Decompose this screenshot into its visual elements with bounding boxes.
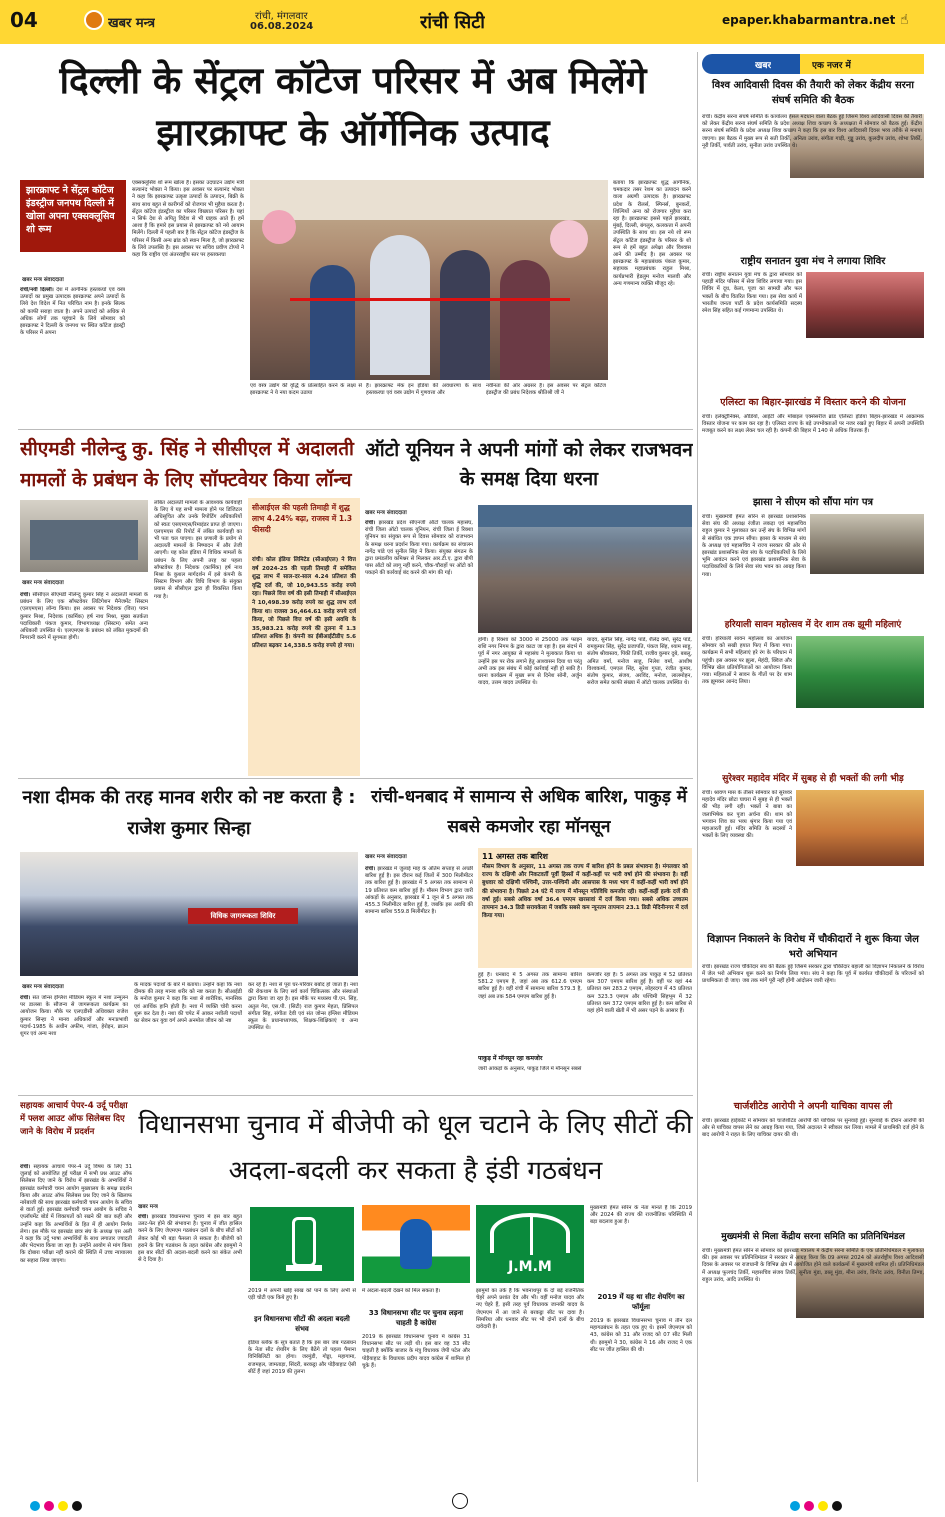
r5-text: रांची। हरियाली सावन महोत्सव का आयोजन सोमवार को सखी हयात फिए में किया गया। कार्यक्रम में सभी महिलाएं हरे रंग के परिधान में पहुंची। इस अवसर पर झूला, मेहंदी, क्विज और विभिन्न खेल प्रतियोगिताओं का आयोजन किया गया। महिलाओं ने सावन के गीतों पर देर शाम तक झूमकर आनंद लिया। — [702, 636, 792, 686]
ccl-photo — [20, 500, 148, 572]
india-col3b: 2019 के झारखंड विधानसभा चुनाव में कांग्रेस 31 विधानसभा सीट पर लड़ी थी। इस बार वह 33 सीट चाहती है क्योंकि बाजार के मंत्रु विधायक जेपी पटेल और पोड़ैयाहाट के विधायक प्रदीप यादव कांग्रेस में शामिल हो चुके हैं। — [362, 1334, 470, 1369]
india-sub2: 33 विधानसभा सीट पर चुनाव लड़ना चाहती है कांग्रेस — [368, 1309, 464, 1327]
edition-place: रांची, मंगलवार — [255, 11, 308, 22]
color-dot — [72, 1501, 82, 1511]
lead-col5: नवीनता की ओर अग्रसर है। इस अवसर पर सेंट्रल कॉटेज इंडस्ट्रीज की प्रबंध निदेशक श्रीतिश्री जी ने — [486, 383, 606, 397]
r6-photo — [796, 790, 924, 866]
india-col2b: इंडिया ब्लॉक के सूत्र बताते हैं कि इस बार जब गठबंधन के नेता सीट शेयरिंग के लिए बैठेंगे तो पहला पैमाना विनिबिलिटी का होगा। जरमुंडी, गोड्डा, महागामा, राजमहल, जामताड़ा, सिंदरी, बरकट्ठा और पोड़ैयाहाट ऐसी सीटें हैं जहां 2019 की तुलना — [248, 1340, 356, 1375]
sahayak-headline: सहायक आचार्य पेपर-4 उर्दू परीक्षा में फ्लश आउट ऑफ सिलेबस दिए जाने के विरोध में प्रदर्शन — [20, 1101, 128, 1137]
r3-text: रांची। इलेक्ट्रॉनिक्स, ऑडियो, आईटी और मोबाइल एक्सेसरीज ब्रांड एलिस्टा इंडिया बिहार-झारखंड में आक्रामक विस्तार योजना पर काम कर रहा है। एलिस्टा राज्य के बड़े उपभोक्ताओं पर नजर रखते हुए बिहार में अपनी उपस्थिति मजबूत करने का लक्ष्य लेकर चल रही है। कंपनी की बिहार में 140 से अधिक वितरक हैं। — [702, 414, 924, 435]
rain-col2: हुई है। धनबाद में 5 अगस्त तक सामान्य बारिश 581.2 एमएम है, जहां अब तक 612.6 एमएम बारिश हुई है। वहीं रांची में सामान्य बारिश 579.3 है, जहां अब तक 584 एमएम बारिश हुई है। — [478, 972, 582, 1000]
r1-headline: विश्व आदिवासी दिवस की तैयारी को लेकर केंद्रीय सरना संघर्ष समिति की बैठक — [712, 80, 914, 106]
divider — [18, 1095, 693, 1096]
rain-headline: रांची-धनबाद में सामान्य से अधिक बारिश, पाकुड़ में सबसे कमजोर रहा मॉनसून — [371, 787, 687, 837]
india-col1: रांची। झारखंड विधानसभा चुनाव में इस बार बहुत उलट-फेर होने की संभावना है। चुनाव में जीत हासिल करने के लिए जेएमएम गठबंधन दलों के बीच सीटों को लेकर कोई भी बड़ा फैसला ले सकता है। बीजेपी को हराने के लिए गठबंधन के तहत कांग्रेस और झामुमो ने इस बार सीटों की अदला-बदली करने का संकेत अभी से दे दिया है। — [138, 1214, 242, 1264]
rain-col3: कमजोर रहा है। 5 अगस्त तक पाकुड़ में 52 प्रतिशत कम 307 एमएम बारिश हुई है। वहीं पर यहां 44 प्रतिशत कम 283.2 एमएम, लोहरदगा में 43 प्रतिशत कम 323.3 एमएम और पश्चिमी सिंहभूम में 32 प्रतिशत कम 372 एमएम बारिश हुई है। कम बारिश से यहां होने वाली खेती में भी असर पड़ने के आसार हैं। — [587, 972, 692, 1015]
ccl-col2: लंबित अदालती मामलों के आवश्यक कार्यवाही के लिए ये यह सभी मामला होने पर डिजिटल अधिसूचित और उनके रिपोर्टिंग अधिकारियों को स्वतः एसएमएस/रिमाइंडर प्राप्त हो जाएगा। एलएमएस की रिपोर्ट में लंबित कार्यवाही का भी पता चल पाएगा। इस प्रणाली के प्रयोग से अदालती मामलों के निष्पादन में और तेजी आएगी। यह कोल इंडिया में विधिक मामलों के प्रबंधन के लिए अपनी तरह का पहला सॉफ्टवेयर है। निदेशक (कार्मिक) हर्ष नाथ मिश्रा के कुशल मार्गदर्शन में इसे कंपनी के सिस्टम विभाग और विधि विभाग के संयुक्त प्रयास से सीसीएल द्वारा ही विकसित किया गया है। — [154, 500, 242, 600]
rain-sub: पाकुड़ में मॉनसून रहा कमजोर — [478, 1055, 543, 1062]
right-badge — [702, 54, 800, 74]
india-col2: 2019 में अपनी खोई साख को पाने के लिए अभी से एड़ी चोटी एक किये हुए है। — [248, 1288, 356, 1302]
auto-col3: यादव, सुनील सिंह, नागेंद्र पांडे, शैलेंद्र वर्मा, सुरेंद्र पांडे, रामकुमार सिंह, सुरेंद्र प्रजापति, पंकज सिंह, श्याम साहू, संतोष श्रीवास्तव, पिंकी तिर्की, राजीव कुमार दुबे, बबलू, अमित वर्मा, मनोज साहू, निलेश वर्मा, आशीष विश्वकर्मा, एमएल सिंह, सुरेश गुप्ता, रंजीत कुमार, संतोष कुमार, संजय, अरविंद, मनोज, लालमोहन, सरोज समेत काफी संख्या में ऑटो चालक उपस्थित थे। — [587, 637, 692, 687]
bow-logo-icon — [476, 1205, 584, 1283]
color-dot — [832, 1501, 842, 1511]
lead-col3: एवं वस्त्र उद्योग की वृद्धि के प्रोत्साहित करने के लक्ष्य से झारक्राफ्ट ने ये नया कदम उठाया — [250, 383, 362, 397]
lead-kicker: झारक्राफ्ट ने सेंट्रल कॉटेज इंडस्ट्रीज जनपथ दिल्ली में खोला अपना एक्सक्लूसिव शो रूम — [20, 180, 126, 252]
r1-text: रांची। केंद्रीय सरना संघर्ष समिति के कार्यालय हेसल मदधान वाला बैठक हुई जिसमें विश्व आदिवासी दिवस की तैयारी को लेकर केंद्रीय सरना संघर्ष समिति के प्रदेश अध्यक्ष शिवा कच्छप के अध्यक्षता में सोमवार को बैठक हुई। केंद्रीय सरना संघर्ष समिति के प्रदेश अध्यक्ष शिवा कच्छप ने कहा कि इस बार विश्व आदिवासी दिवस भव्य तरीके से मनाया जाएगा। इस बैठक में मुख्य रूप से सती तिर्की, अनिता उरांव, संगीता गाड़ी, गुड्डू उरांव, कुलदीप उरांव, शोभा तिर्की, नूरी तिर्की, पार्वती उरांव, सुनीता उरांव उपस्थित थे। — [702, 114, 922, 149]
india-sub1: इन विधानसभा सीटों की अदला बदली संभव — [254, 1315, 350, 1333]
r4-headline: झासा ने सीएम को सौंपा मांग पत्र — [752, 497, 874, 508]
lead-col1: रांची/नयी दिल्ली। देश में आर्गेनिक हस्तकर्घा एवं वस्त्र उत्पादों का प्रमुख उत्पादक झारक्राफ्ट अपने उत्पादों के लिये देश विदेश में नित परिचित नाम है। इनके सिल्क को काफी सराहा जाता है। अपने उत्पादों को अधिक से अधिक लोगों तक पहुंचाने के लिये सोमवार को झारक्राफ्ट ने दिल्ली के जनपथ पर स्थित कॉटेज इंडस्ट्री के परिसर में अपना — [20, 287, 125, 337]
profit-title: सीआईएल की पहली तिमाही में शुद्ध लाभ 4.24% बढ़ा, राजस्व में 1.3 फीसदी — [252, 503, 353, 534]
column-divider — [697, 52, 698, 1482]
nasha-headline: नशा दीमक की तरह मानव शरीर को नष्ट करता है : राजेश कुमार सिन्हा — [22, 787, 356, 839]
r2-photo — [806, 272, 924, 338]
sahayak-text: रांची। सहायक आचार्य पेपर-4 उर्दू विषय के लिए 31 जुलाई को आयोजित हुई परीक्षा में सभी प्रश्न आउट ऑफ सिलेबस दिए जाने के विरोध में झारखंड के अभ्यर्थियों ने झारखंड कर्मचारी चयन आयोग मुख्यालय के समक्ष प्रदर्शन किया और आउट ऑफ सिलेबस प्रश्न दिए जाने के खिलाफ नारेबाजी की साथ झारखंड कर्मचारी चयन आयोग के सचिव से वार्ता हुई। झारखंड कर्मचारी चयन आयोग के सचिव ने एप्लॉयमेंट बोर्ड में शिकायतों को रखने की बात कही और उन्होंने कहा कि अभ्यर्थियों के हित में ही आयोग निर्णय लेगा। इस मौके पर झारखंड छात्र संघ के अध्यक्ष एस अली ने कहा कि उर्दू भाषा अभ्यर्थियों के साथ लगातार ज्यादती और भेदभाव किया जा रहा है। उन्होंने आयोग से मांग किया कि दोबारा परीक्षा नहीं कराने की स्थिति में उच्च न्यायालय का सहारा लिया जाएगा। — [20, 1164, 132, 1264]
india-col5b: 2019 के झारखंड विधानसभा चुनाव में तीन दल महागठबंधन के तहत एक हुए थे। इसमें जेएमएम को 43, कांग्रेस को 31 और राजद को 07 सीट मिली थी। झामुमो ने 30, कांग्रेस ने 16 और राजद ने एक सीट पर जीत हासिल की थी। — [590, 1318, 692, 1353]
section-title: रांची सिटी — [420, 12, 485, 33]
divider — [18, 429, 693, 430]
rain-byline: खबर मन्त्र संवाददाता — [365, 854, 407, 860]
ccl-byline: खबर मन्त्र संवाददाता — [22, 580, 64, 586]
profit-text: रांची। कोल इंडिया लिमिटेड (सीआईएल) ने वित्त वर्ष 2024-25 की पहली तिमाही में समेकित शुद्ध लाभ में साल-दर-साल 4.24 प्रतिशत की वृद्धि दर्ज की, जो 10,943.55 करोड़ रुपये रहा। पिछले वित्त वर्ष की इसी तिमाही में सीआईएल ने 10,498.39 करोड़ रुपये का शुद्ध लाभ दर्ज किया था। राजस्व 36,464.61 करोड़ रुपये दर्ज किया, जो पिछले वित्त वर्ष की इसी अवधि के 35,983.21 करोड़ रुपये की तुलना में 1.3 प्रतिशत अधिक है। कंपनी का ईबीआईटीडीए 5.6 प्रतिशत बढ़कर 14,338.5 करोड़ रुपये हो गया। — [252, 557, 356, 649]
auto-col1: रांची। झारखंड प्रदेश सीएनजी ऑटो चालक महासंघ, रांची जिला ऑटो चालक यूनियन, रांची जिला ई रिक्शा यूनियन का संयुक्त रूप से दिवस सोमवार को राजभवन के समक्ष धरना प्रदर्शन किया गया। कार्यक्रम का संचालन नागेंद्र पांडे एवं सुनील सिंह ने किया। संयुक्त संगठन के द्वारा प्रमंडलीय कमिश्नर से मिलकर आर.टी.ए. द्वारा बीपी पास ऑटो को लागू नहीं करने, चौक-चौराहों पर ऑटो को पकड़ने की कार्रवाई बंद करने की मांग की गई। — [365, 520, 473, 577]
color-dot — [790, 1501, 800, 1511]
color-dot — [58, 1501, 68, 1511]
page-number: 04 — [10, 8, 38, 32]
india-headline: विधानसभा चुनाव में बीजेपी को धूल चटाने के लिए सीटों की अदला-बदली कर सकता है इंडी गठबंधन — [138, 1110, 693, 1186]
color-registration-left — [30, 1496, 86, 1515]
r5-photo — [796, 636, 924, 708]
rain-col1: रांची। झारखंड में जुलाई माह के अंतिम सप्ताह से अच्छी बारिश हुई है। इस दौरान कई जिलों में 300 मिलीमीटर तक बारिश हुई है। झारखंड में 5 अगस्त तक सामान्य से 19 प्रतिशत कम बारिश हुई है। मौसम विभाग द्वारा जारी आंकड़ों के अनुसार, झारखंड में 1 जून से 5 अगस्त तक 455.3 मिलीमीटर बारिश हुई है, जबकि इस अवधि की सामान्य बारिश 559.8 मिलीमीटर है। — [365, 866, 473, 916]
nasha-byline: खबर मन्त्र संवाददाता — [22, 984, 64, 990]
lead-byline: खबर मन्त्र संवाददाता — [22, 277, 64, 283]
r2-headline: राष्ट्रीय सनातन युवा मंच ने लगाया शिविर — [740, 256, 886, 267]
auto-col2: होगी। ई रिक्शा को 3000 से 25000 तक फाइन राशि नगर निगम के द्वारा काटा जा रहा है। इस संदर्भ में पूर्व में नगर आयुक्त से महासंघ ने मुलाकात किया था उन्होंने इस पर रोक लगाने हेतु आश्वासन दिया था परंतु अभी तक इस संबंध में कोई कार्रवाई नहीं हो सकी है। धरना कार्यक्रम में मुख्य रूप से दिनेश सोनी, अर्जुन यादव, उत्तम यादव उपस्थित थे। — [478, 637, 582, 687]
ccl-col1: रांची। सीसीएल सीएमडी नीलेन्दु कुमार सिंह ने अदालती मामलों के प्रबंधन के लिए एक सॉफ्टवेयर लिटिगेशन मैनेजमेंट सिस्टम (एलएमएस) लॉन्च किया। इस अवसर पर निदेशक (वित्त) पवन कुमार मिश्रा, निदेशक (कार्मिक) हर्ष नाथ मिश्रा, मुख्य सतर्कता पदाधिकारी पंकज कुमार, विभागाध्यक्ष (सिस्टम) समेत अन्य अधिकारी उपस्थित थे। एलएमएस के प्रबंधन को लंबित मुकदमों की निगरानी करने में सुगमता होगी। — [20, 592, 148, 642]
rain-box-text: मौसम विभाग के अनुसार, 11 अगस्त तक राज्य में बारिश होने के प्रबल संभावना है। मंगलवार को राज्य के दक्षिणी और निकटवर्ती पूर्वी हिस्सों में कहीं-कहीं पर भारी वर्षा होने की संभावना है। वहीं बुधवार को दक्षिणी पश्चिमी, उत्तर-पश्चिमी और आसपास के मध्य भाग में कहीं-कहीं भारी वर्षा होने की संभावना है। पिछले 24 घंटे में राज्य में मॉनसून गतिविधि कमजोर रही। कहीं-कहीं हल्के दर्जे की वर्षा हुई। सबसे अधिक वर्षा 36.4 एमएम खरसावां में दर्ज किया गया। सबसे अधिक उच्चतम तापमान 34.3 डिग्री सरायकेला में जबकि सबसे कम न्यूनतम तापमान 23.1 डिग्री मेदिनीनगर में दर्ज किया गया। — [482, 864, 688, 920]
lantern-logo-icon — [248, 1205, 356, 1283]
rain-box-title: 11 अगस्त तक बारिश — [482, 852, 548, 861]
jmm-logo-text: J.M.M — [508, 1259, 552, 1275]
r7-text: रांची। झारखंड राज्य चौकीदार संघ की बैठक हुई जिसमें सरकार द्वारा चौकीदार बहाली का विज्ञापन निकालने के विरोध में जेल भरो अभियान शुरू करने का निर्णय लिया गया। संघ ने कहा कि पूर्व में कार्यरत चौकीदारों के परिजनों को प्राथमिकता दी जाए। जब तक मांगें पूरी नहीं होंगी आंदोलन जारी रहेगा। — [702, 964, 924, 985]
auto-headline: ऑटो यूनियन ने अपनी मांगों को लेकर राजभवन के समक्ष दिया धरना — [365, 439, 693, 490]
r6-headline: सुरेश्वर महादेव मंदिर में सुबह से ही भक्तों की लगी भीड़ — [722, 774, 904, 784]
hand-logo-icon — [362, 1205, 470, 1283]
nasha-photo — [20, 852, 358, 976]
lead-headline: दिल्ली के सेंट्रल कॉटेज परिसर में अब मिलेंगे झारक्राफ्ट के ऑर्गेनिक उत्पाद — [59, 59, 647, 154]
nasha-col3: कर रहे हैं। नशा से पूरा घर-परिवार बर्बाद हो जाता है। नशा की रोकथाम के लिए सर्व कार्य चिकित्सक और संस्थाओं द्वारा किया जा रहा है। इस मौके पर मध्यस्थ पी.एन. सिंह, अतुल गेरा, एस.पी. (सिटी) राज कुमार मेहता, प्रिंसिपल संगीता सिंह, संगीता देवी एवं संत जोन्स इंग्लिश मीडियम स्कूल के प्रधानाध्यापक, शिक्षक-शिक्षिकाएं व अन्य उपस्थित थे। — [248, 982, 358, 1032]
auto-byline: खबर मन्त्र संवाददाता — [365, 510, 407, 516]
registration-mark-icon — [452, 1493, 468, 1509]
color-dot — [30, 1501, 40, 1511]
auto-photo — [478, 505, 692, 633]
r8-text: रांची। झारखंड हाईकोर्ट में सोमवार को चार्जशीटेड आरोपी की याचिका पर सुनवाई हुई। सुनवाई के दौरान आरोपी की ओर से याचिका वापस लेने का आग्रह किया गया, जिसे अदालत ने स्वीकार कर लिया। मामले में प्राथमिकी दर्ज होने के बाद आरोपी ने राहत के लिए याचिका दायर की थी। — [702, 1118, 924, 1139]
edition-date: 06.08.2024 — [250, 21, 314, 32]
r9-headline: मुख्यमंत्री से मिला केंद्रीय सरना समिति का प्रतिनिधिमंडल — [721, 1232, 905, 1242]
divider — [18, 778, 693, 779]
india-col3: में अदला-बदली देखने को मिल सकता है। — [362, 1288, 441, 1294]
lead-col2: एक्सक्लूसिव शो रूम खोला है। इसका उदघाटन उद्योग मंत्री सत्यानंद भोक्ता ने किया। इस अवसर पर सत्यानंद भोक्ता ने कहा कि झारक्राफ्ट उत्कृष्ट उत्पादों के उत्पादन, बिक्री के साथ साथ बहुत से कारीगरों को रोजगार भी मुहैया करता है। सेंट्रल कॉटेज इंडस्ट्रीज का परिसर विख्यात परिसर है। यहां न सिर्फ देश से अपितु विदेश से भी ग्राहक आते हैं। हमें आशा है कि हमारे इस प्रयास से झारक्राफ्ट को नये आयाम मिलेंगे। दिल्ली में पहली बार है कि सेंट्रल कॉटेज इंडस्ट्रीज के परिसर में किसी अन्य ब्रांड को स्थान मिला है, जो झारक्राफ्ट के लिये उपलब्धि है। इस अवसर पर सचिव प्रवीण टोप्पो ने कहा कि राष्ट्रीय एवं अंतरराष्ट्रीय स्तर पर हस्तकरघा — [132, 180, 244, 259]
r2-text: रांची। राष्ट्रीय सनातन युवा मंच के द्वारा सोमवार को पहाड़ी मंदिर परिसर में सेवा शिविर लगाया गया। इस शिविर में दूध, केला, पूजा का सामग्री और फल भक्तों के बीच वितरित किया गया। इस सेवा कार्य में भारतीय जनता पार्टी के प्रदेश कार्यसमिति सदस्य रमेश सिंह सहित कई गणमान्य उपस्थित थे। — [702, 272, 802, 315]
r5-headline: हरियाली सावन महोत्सव में देर शाम तक झूमी महिलाएं — [724, 620, 902, 630]
color-dot — [804, 1501, 814, 1511]
r9-text: रांची। मुख्यमंत्री हेमंत सोरेन से सोमवार को झारखंड मंत्रालय में केंद्रीय सरना समिति के एक प्रतिनिधिमंडल ने मुलाकात की। इस अवसर पर प्रतिनिधिमंडल ने सरकार से आग्रह किया कि 09 अगस्त 2024 को अंतर्राष्ट्रीय विश्व आदिवासी दिवस के अवसर पर राजधानी के विभिन्न क्षेत्र में आयोजित होने वाले कार्यक्रमों में मुख्यमंत्री शामिल हों। प्रतिनिधिमंडल में अध्यक्ष फूलचंद तिर्की, महासचिव संजय तिर्की, सुनीता मुंडा, डब्लू मुंडा, मीना उरांव, विनोद उरांव, विनीता तिग्गा, राहुल उरांव, आदि उपस्थित थे। — [702, 1248, 924, 1283]
right-badge2-label: एक नजर में — [812, 61, 851, 71]
ccl-headline: सीएमडी नीलेन्दु कु. सिंह ने सीसीएल में अदालती मामलों के प्रबंधन के लिए सॉफ्टवेयर किया लॉन्च — [20, 438, 354, 491]
r6-text: रांची। श्रावण मास के तीसरे सोमवार को सुरेश्वर महादेव मंदिर छोटा घाघरा में सुबह से ही भक्तों की भीड़ लगी रही। भक्तों ने बाबा का जलाभिषेक कर पूजा अर्चना की। शाम को भगवान शिव का भव्य श्रृंगार किया गया एवं महाआरती हुई। मंदिर समिति के सदस्यों ने भक्तों के लिए व्यवस्था की। — [702, 790, 792, 840]
rain-col2b: जारी आंकड़ों के अनुसार, पाकुड़ जिले में मॉनसून सबसे — [478, 1066, 582, 1072]
color-dot — [44, 1501, 54, 1511]
india-col4: झामुमो का तर्क है कि भवनाथपुर के दो बड़े राजनैतिक चेहरे अपने प्रशांत देव और भी। वहीं मनोज यादव और नए चेहरे हैं, इसी तरह पूर्व विधायक जानकी यादव के जेएमएम में आ जाने से बरकट्ठा सीट पर दावा है। सिमरिया और धनवार सीट पर भी दोनों दलों के बीच दावेदारी है। — [476, 1288, 584, 1331]
nasha-col2: के मादक पदार्थों के बारे में बताया। उन्होंने कहा कि नशा दीमक की तरह मानव शरीर को नष्ट करता है। सीआईडी के मनोज कुमार ने कहा कि नशा से शारीरिक, मानसिक एवं आर्थिक हानि होती है। नशा में व्यक्ति चोरी करना शुरू कर देता है। नशा की चपेट में आकर नशीली पदार्थों का सेवन कर युवा वर्ग अपने अनमोल जीवन को नष्ट — [134, 982, 242, 1025]
brand-name: खबर मन्त्र — [108, 16, 156, 31]
nasha-banner: विधिक जागरूकता शिविर — [188, 908, 298, 924]
india-byline: खबर मन्त्र — [138, 1204, 158, 1210]
lead-photo — [250, 180, 608, 380]
r4-text: रांची। मुख्यमंत्री हेमंत सोरेन से झारखंड प्रशासनिक सेवा संघ की अध्यक्ष रंजीता लकड़ा एवं महासचिव राहुल कुमार ने मुलाकात कर उन्हें संघ के विभिन्न मांगों से संबंधित एक ज्ञापन सौंपा। झासा के माध्यम से संघ के अध्यक्ष एवं महासचिव ने राज्य सरकार की ओर से झारखंड प्रशासनिक सेवा संघ के पदाधिकारियों के लिये भूमि आवंटन करने एवं झारखंड प्रशासनिक सेवा के पदाधिकारियों के लिये सेवा संघ भवन का आग्रह किया गया। — [702, 514, 806, 578]
r3-headline: एलिस्टा का बिहार-झारखंड में विस्तार करने की योजना — [720, 397, 906, 408]
cursor-icon: ☝ — [900, 12, 909, 28]
right-badge-label: खबर — [755, 61, 772, 71]
r8-headline: चार्जशीटेड आरोपी ने अपनी याचिका वापस ली — [733, 1101, 893, 1112]
lead-col6: बताया कि झारक्राफ्ट शुद्ध आर्गेनिक, चमकदार तसर रेशम का उत्पादन करने वाला अग्रणी उत्पादक है। झारक्राफ्ट प्रदेश के रीलर्स, स्पिनर्स, बुनकरों, शिल्पियों अन्य को रोजगार मुहैया करा रहा है। झारक्राफ्ट इससे पहले झारखंड, मुंबई, दिल्ली, बंगलुरु, कलकत्ता में अपनी उपस्थिति के साथ था। इस नये शो रूम सेंट्रल कॉटेज इंडस्ट्रीज के परिसर के शो रूम से हमें बहुत अपेक्षा और विश्वास आने की उम्मीद है। इस अवसर पर झारक्राफ्ट के महाप्रबंधक पंकज कुमार, सहायक महाप्रबंधक राहुल मिश्रा, कार्यप्रभारी हेडलुम मनोज मालवी और अन्य गणमान्य व्यक्ति मौजूद रहे। — [613, 180, 691, 287]
lead-col4: है। झारक्राफ्ट मेक इन इंडिया की अवधारणा के साथ हस्तकरघा एवं वस्त्र उद्योग में गुणवत्ता और — [366, 383, 481, 397]
site-url[interactable]: epaper.khabarmantra.net — [722, 13, 896, 27]
india-sub3: 2019 में यह था सीट शेयरिंग का फॉर्मूला — [597, 1293, 685, 1311]
r7-headline: विज्ञापन निकालने के विरोध में चौकीदारों ने शुरू किया जेल भरो अभियान — [707, 934, 919, 960]
color-registration-right — [790, 1496, 846, 1515]
india-col5: मुख्यमंत्री हेमंत सोरेन के नेता मानते हैं कि 2019 और 2024 की राज्य की राजनीतिक परिस्थिति में बड़ा बदलाव हुआ है। — [590, 1205, 692, 1226]
brand-logo-icon — [84, 10, 104, 30]
nasha-col1: रांची। संत जोन्स इंग्लिश मीडियम स्कूल में नशा उन्मूलन पर डालसा के सौजन्य से जागरूकता कार्यक्रम का आयोजन किया। मौके पर एलएडीसी अधिवक्ता राजेश कुमार सिन्हा ने मानव अधिकारों और मनःप्रभावी पदार्थ-1985 के अधीन अफीम, गांजा, हेरोइन, ब्राउन शुगर एवं अन्य नशा — [20, 995, 128, 1038]
color-dot — [818, 1501, 828, 1511]
r4-photo — [810, 514, 924, 574]
